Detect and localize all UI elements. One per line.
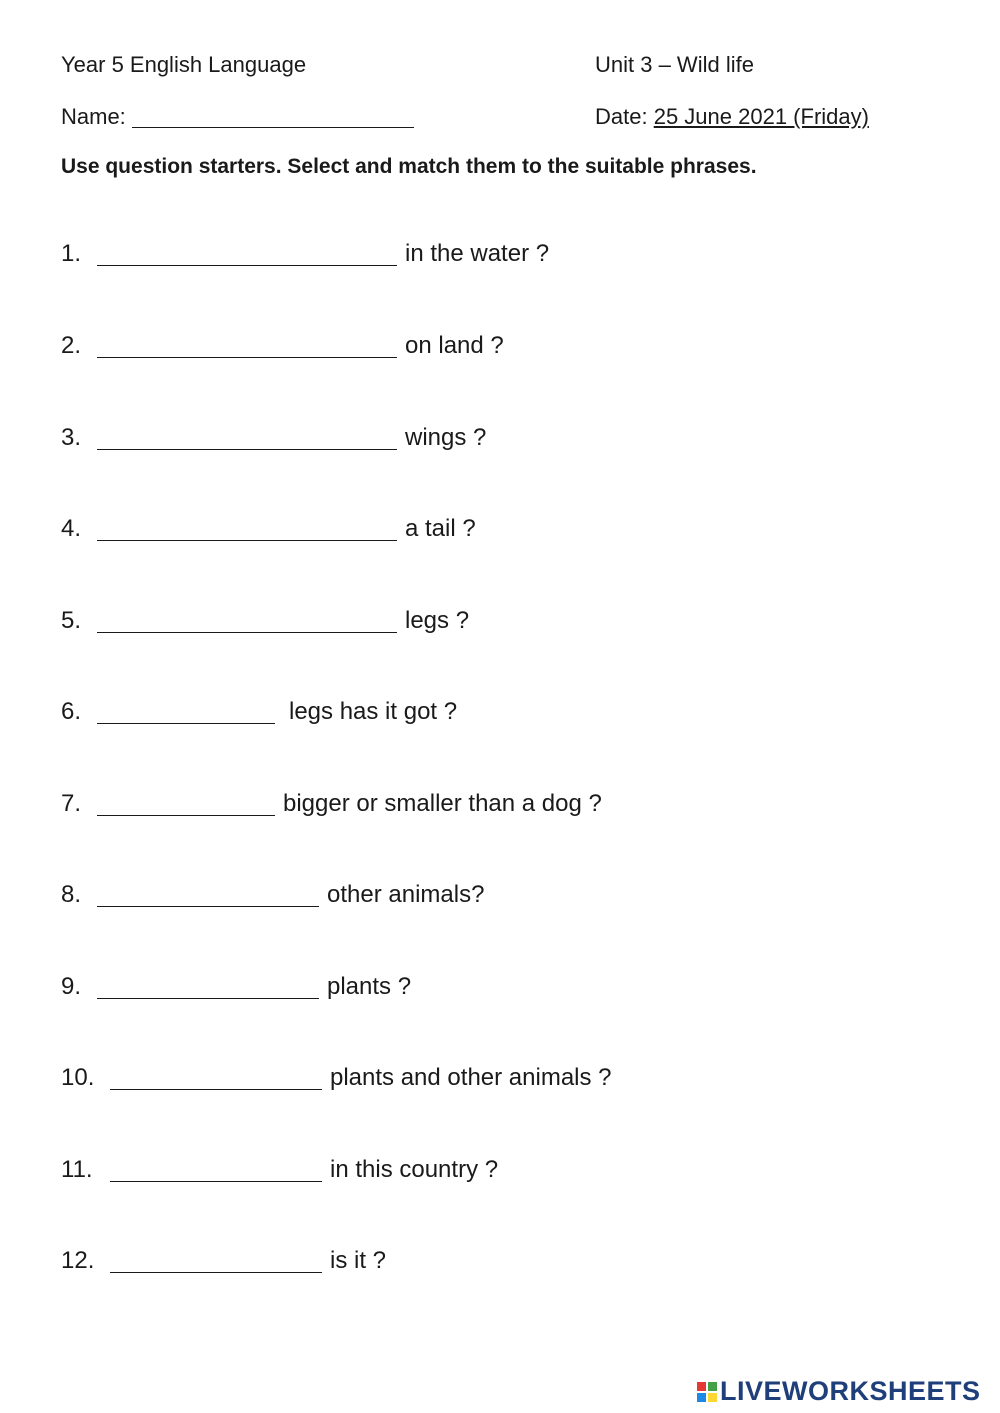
instruction-text: Use question starters. Select and match them to the suitable phrases. (61, 155, 757, 178)
logo-block (708, 1393, 717, 1402)
answer-input-3[interactable] (97, 427, 397, 450)
question-text: a tail ? (405, 515, 476, 542)
question-number: 2. (61, 332, 82, 359)
answer-input-5[interactable] (97, 610, 397, 633)
answer-input-10[interactable] (110, 1067, 322, 1090)
question-text: wings ? (405, 424, 487, 451)
logo-block (708, 1382, 717, 1391)
logo-icon (697, 1382, 717, 1402)
question-4 (61, 515, 476, 543)
question-text: is it ? (330, 1247, 387, 1274)
question-number: 10. (61, 1064, 95, 1091)
question-7 (61, 790, 602, 818)
question-1 (61, 240, 549, 268)
question-text: in this country ? (330, 1156, 499, 1183)
answer-input-6[interactable] (97, 701, 275, 724)
question-number: 3. (61, 424, 82, 451)
answer-input-1[interactable] (97, 243, 397, 266)
question-9 (61, 973, 411, 1001)
question-number: 12. (61, 1247, 95, 1274)
question-3 (61, 424, 486, 452)
answer-input-2[interactable] (97, 335, 397, 358)
liveworksheets-logo (697, 1376, 981, 1407)
answer-input-4[interactable] (97, 518, 397, 541)
question-2 (61, 332, 504, 360)
name-input[interactable] (132, 105, 414, 128)
date-value: 25 June 2021 (Friday) (653, 104, 869, 129)
question-10 (61, 1064, 612, 1092)
question-text: legs ? (405, 607, 470, 634)
answer-input-11[interactable] (110, 1159, 322, 1182)
question-number: 4. (61, 515, 82, 542)
question-number: 1. (61, 240, 82, 267)
question-text: plants and other animals ? (330, 1064, 612, 1091)
course-title: Year 5 English Language (61, 52, 307, 77)
question-text: in the water ? (405, 240, 550, 267)
logo-block (697, 1393, 706, 1402)
logo-block (697, 1382, 706, 1391)
question-text: plants ? (327, 973, 412, 1000)
question-number: 5. (61, 607, 82, 634)
question-text: bigger or smaller than a dog ? (283, 790, 602, 817)
question-text: other animals? (327, 881, 485, 908)
question-text: legs has it got ? (289, 698, 458, 725)
question-number: 11. (61, 1156, 93, 1183)
answer-input-12[interactable] (110, 1250, 322, 1273)
date-label: Date: (595, 104, 648, 129)
question-8 (61, 881, 484, 909)
date-row (595, 104, 869, 130)
question-number: 8. (61, 881, 82, 908)
answer-input-7[interactable] (97, 793, 275, 816)
name-row (61, 104, 422, 130)
name-label: Name: (61, 104, 126, 129)
answer-input-9[interactable] (97, 976, 319, 999)
question-text: on land ? (405, 332, 504, 359)
logo-text: LIVEWORKSHEETS (720, 1376, 981, 1406)
unit-title: Unit 3 – Wild life (595, 52, 754, 77)
question-12 (61, 1247, 386, 1275)
question-number: 7. (61, 790, 82, 817)
question-11 (61, 1156, 498, 1184)
question-number: 9. (61, 973, 82, 1000)
answer-input-8[interactable] (97, 884, 319, 907)
question-5 (61, 607, 469, 635)
question-6 (61, 698, 457, 726)
question-number: 6. (61, 698, 82, 725)
